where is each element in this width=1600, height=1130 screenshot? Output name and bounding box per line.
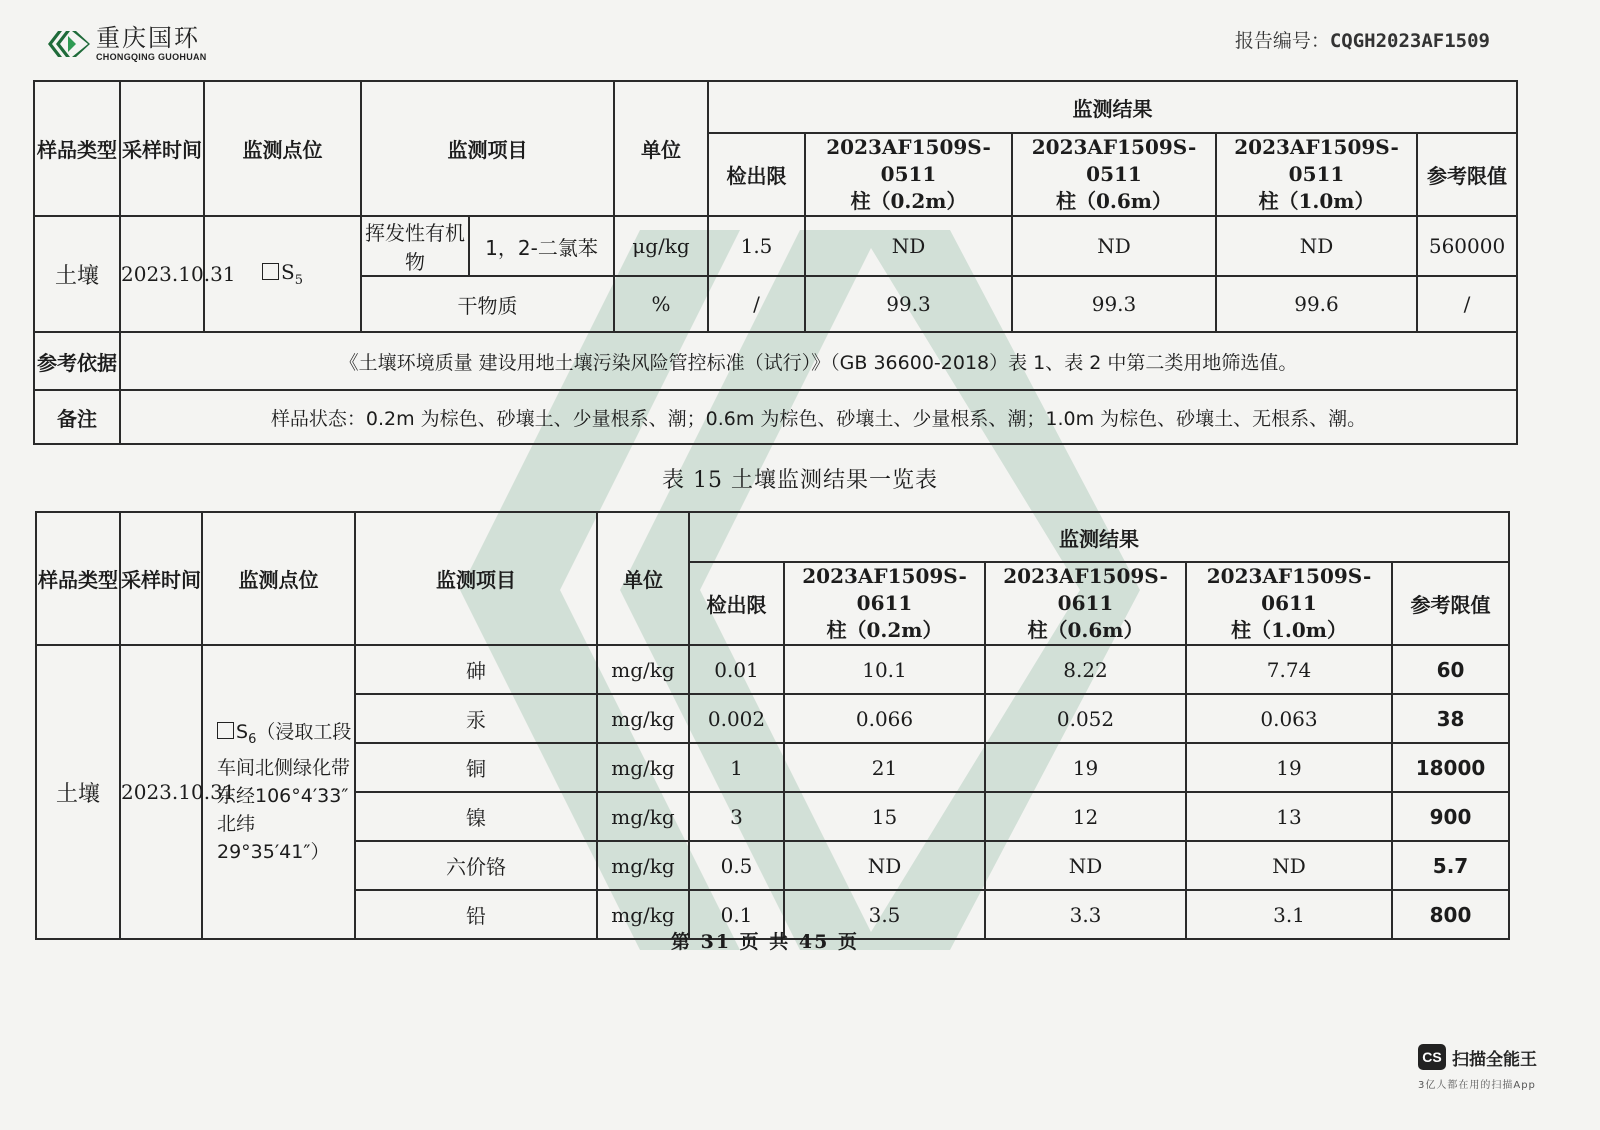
company-logo-icon — [46, 28, 90, 60]
value-cell: 10.1 — [784, 645, 985, 694]
header-sample-time: 采样时间 — [120, 81, 204, 216]
item-cell: 镍 — [355, 792, 597, 841]
header-col1-code: 2023AF1509S-0611 — [802, 564, 967, 615]
value-cell: 0.063 — [1186, 694, 1392, 743]
ref-cell: 18000 — [1392, 743, 1509, 792]
item-cell: 1，2-二氯苯 — [469, 216, 614, 276]
header-point: 监测点位 — [204, 81, 361, 216]
header-col3 — [1216, 133, 1417, 216]
sample-time-cell: 2023.10.31 — [120, 645, 202, 939]
dl-cell: 0.1 — [689, 890, 784, 939]
header-col1-depth: 柱（0.2m） — [850, 189, 967, 213]
dl-cell: / — [708, 276, 805, 332]
value-cell: 7.74 — [1186, 645, 1392, 694]
header-sample-time: 采样时间 — [120, 512, 202, 645]
ref-cell: 60 — [1392, 645, 1509, 694]
point-label: S — [236, 721, 249, 744]
value-cell: 12 — [985, 792, 1186, 841]
table-caption: 表 15 土壤监测结果一览表 — [662, 468, 938, 493]
dl-cell: 1.5 — [708, 216, 805, 276]
header-col3-code: 2023AF1509S-0611 — [1206, 564, 1372, 615]
item-cell: 汞 — [355, 694, 597, 743]
unit-cell: mg/kg — [597, 645, 689, 694]
report-number-value: CQGH2023AF1509 — [1329, 30, 1490, 52]
point-sub: 6 — [248, 731, 257, 747]
value-cell: 13 — [1186, 792, 1392, 841]
item-cell: 铜 — [355, 743, 597, 792]
header-unit: 单位 — [597, 512, 689, 645]
header-col2-code: 2023AF1509S-0611 — [1003, 564, 1168, 615]
unit-cell: mg/kg — [597, 694, 689, 743]
value-cell: ND — [784, 841, 985, 890]
unit-cell: mg/kg — [597, 792, 689, 841]
value-cell: 99.3 — [1012, 276, 1216, 332]
header-detection-limit: 检出限 — [708, 133, 805, 216]
basis-text: 《土壤环境质量 建设用地土壤污染风险管控标准（试行）》（GB 36600-2018）表 1、表 2 中第二类用地筛选值。 — [120, 332, 1517, 390]
value-cell: 0.066 — [784, 694, 985, 743]
header-results: 监测结果 — [689, 512, 1509, 562]
scanner-app-name: 扫描全能王 — [1452, 1049, 1537, 1070]
remark-text: 样品状态：0.2m 为棕色、砂壤土、少量根系、潮；0.6m 为棕色、砂壤土、少量根系、潮；1.0m 为棕色、砂壤土、无根系、潮。 — [120, 390, 1517, 444]
value-cell: 0.052 — [985, 694, 1186, 743]
header-col2-depth: 柱（0.6m） — [1056, 189, 1172, 213]
ref-cell: 560000 — [1417, 216, 1517, 276]
page-number: 第 31 页 共 45 页 — [671, 931, 859, 953]
header-col2-depth: 柱（0.6m） — [1027, 618, 1144, 642]
company-logo — [46, 26, 207, 62]
dl-cell: 0.01 — [689, 645, 784, 694]
value-cell: ND — [1216, 216, 1417, 276]
header-col3 — [1186, 562, 1392, 645]
header-ref-limit: 参考限值 — [1417, 133, 1517, 216]
sample-time-cell: 2023.10.31 — [120, 216, 204, 332]
value-cell: ND — [1186, 841, 1392, 890]
header-col3-code: 2023AF1509S-0511 — [1234, 135, 1399, 186]
value-cell: 3.5 — [784, 890, 985, 939]
header-col1-code: 2023AF1509S-0511 — [826, 135, 991, 186]
dl-cell: 3 — [689, 792, 784, 841]
results-table-s5 — [33, 80, 1518, 445]
value-cell: 8.22 — [985, 645, 1186, 694]
value-cell: 21 — [784, 743, 985, 792]
report-number-label: 报告编号： — [1234, 30, 1330, 52]
unit-cell: mg/kg — [597, 743, 689, 792]
unit-cell: mg/kg — [597, 890, 689, 939]
remark-label: 备注 — [34, 390, 120, 444]
scanner-app-icon: CS — [1418, 1044, 1446, 1070]
page-header — [0, 0, 1600, 75]
header-point: 监测点位 — [202, 512, 355, 645]
header-results: 监测结果 — [708, 81, 1517, 133]
value-cell: 99.3 — [805, 276, 1012, 332]
header-col2 — [1012, 133, 1216, 216]
dl-cell: 0.002 — [689, 694, 784, 743]
item-cell: 铅 — [355, 890, 597, 939]
scanner-tagline: 3亿人都在用的扫描App — [1418, 1080, 1536, 1091]
point-sub: 5 — [294, 273, 303, 288]
header-col1 — [784, 562, 985, 645]
basis-label: 参考依据 — [34, 332, 120, 390]
value-cell: 15 — [784, 792, 985, 841]
value-cell: ND — [805, 216, 1012, 276]
ref-cell: / — [1417, 276, 1517, 332]
header-detection-limit: 检出限 — [689, 562, 784, 645]
point-label: S — [281, 260, 295, 284]
point-cell — [202, 645, 355, 939]
header-item: 监测项目 — [361, 81, 614, 216]
header-col1-depth: 柱（0.2m） — [826, 618, 943, 642]
item-cell: 砷 — [355, 645, 597, 694]
value-cell: 3.3 — [985, 890, 1186, 939]
value-cell: 19 — [1186, 743, 1392, 792]
item-group-cell: 挥发性有机物 — [361, 216, 469, 276]
header-sample-type: 样品类型 — [34, 81, 120, 216]
point-desc: （浸取工段车间北侧绿化带 东经106°4′33″ 北纬 29°35′41″） — [217, 721, 352, 863]
company-name-cn: 重庆国环 — [96, 24, 200, 52]
header-col2 — [985, 562, 1186, 645]
header-col2-code: 2023AF1509S-0511 — [1031, 135, 1197, 186]
ref-cell: 800 — [1392, 890, 1509, 939]
scanner-badge — [1418, 1044, 1537, 1070]
report-number — [1235, 26, 1490, 53]
unit-cell: % — [614, 276, 708, 332]
results-table-s6 — [35, 511, 1510, 940]
header-col1 — [805, 133, 1012, 216]
dl-cell: 1 — [689, 743, 784, 792]
value-cell: 19 — [985, 743, 1186, 792]
unit-cell: mg/kg — [597, 841, 689, 890]
value-cell: ND — [985, 841, 1186, 890]
value-cell: 3.1 — [1186, 890, 1392, 939]
item-cell: 干物质 — [361, 276, 614, 332]
unit-cell: μg/kg — [614, 216, 708, 276]
sample-type-cell: 土壤 — [36, 645, 120, 939]
header-unit: 单位 — [614, 81, 708, 216]
value-cell: ND — [1012, 216, 1216, 276]
value-cell: 99.6 — [1216, 276, 1417, 332]
item-cell: 六价铬 — [355, 841, 597, 890]
ref-cell: 38 — [1392, 694, 1509, 743]
header-item: 监测项目 — [355, 512, 597, 645]
header-ref-limit: 参考限值 — [1392, 562, 1509, 645]
ref-cell: 5.7 — [1392, 841, 1509, 890]
header-col3-depth: 柱（1.0m） — [1231, 618, 1347, 642]
checkbox-icon — [262, 263, 279, 280]
dl-cell: 0.5 — [689, 841, 784, 890]
ref-cell: 900 — [1392, 792, 1509, 841]
company-name-en: CHONGQING GUOHUAN — [96, 52, 207, 62]
checkbox-icon — [217, 722, 234, 739]
header-col3-depth: 柱（1.0m） — [1258, 189, 1375, 213]
header-sample-type: 样品类型 — [36, 512, 120, 645]
sample-type-cell: 土壤 — [34, 216, 120, 332]
